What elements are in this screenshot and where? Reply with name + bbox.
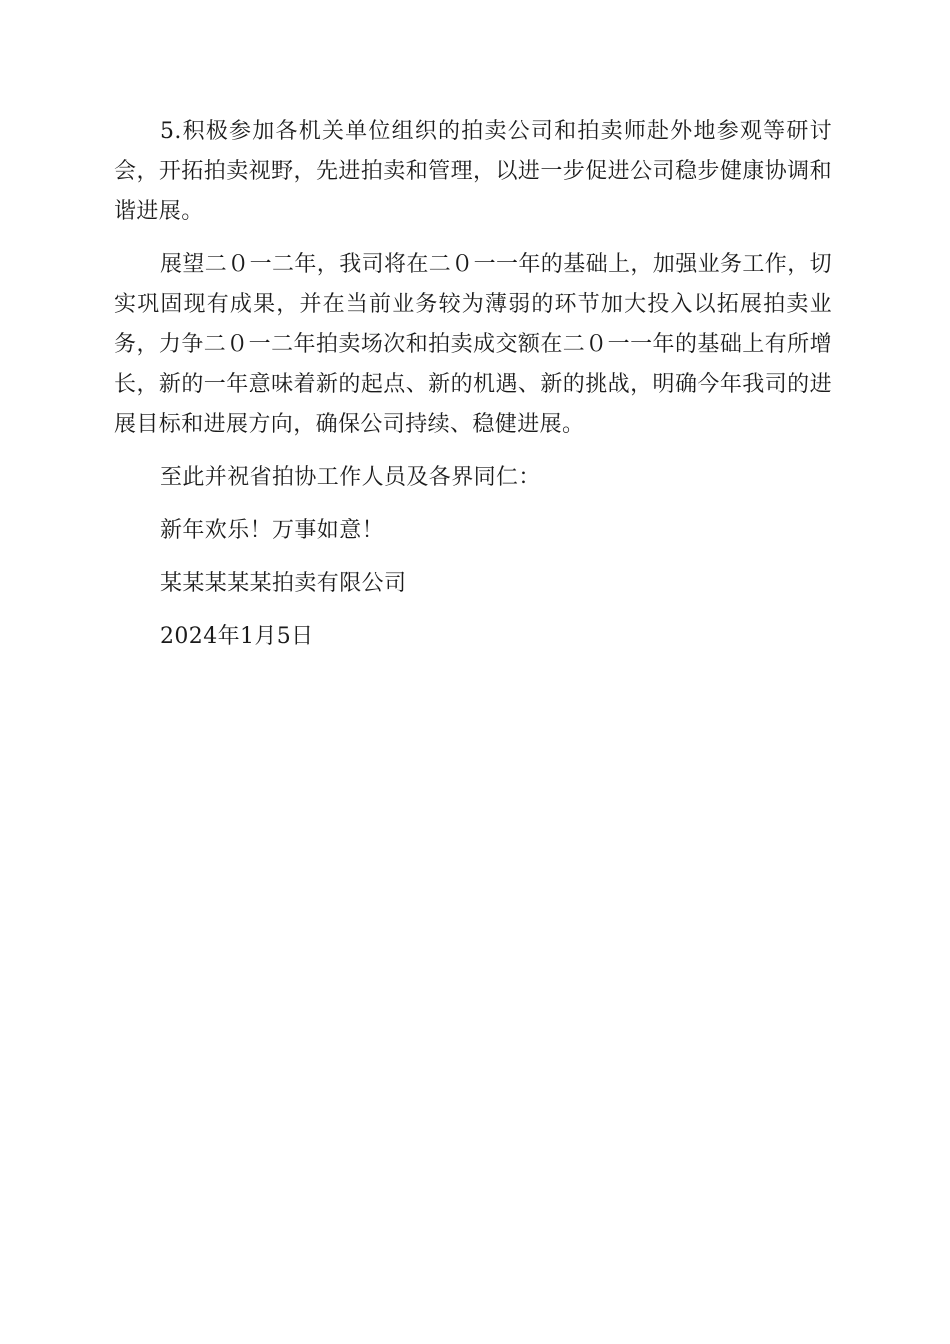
greeting-line: 至此并祝省拍协工作人员及各界同仁：: [160, 465, 541, 490]
new-year-wishes: 新年欢乐！万事如意！: [160, 518, 385, 543]
document-body: [114, 112, 832, 670]
paragraph-outlook-2012: 展望二０一二年，我司将在二０一一年的基础上，加强业务工作，切实巩固现有成果，并在当前业务较为薄弱的环节加大投入以拓展拍卖业务，力争二０一二年拍卖场次和拍卖成交额在二０一一年的基础上有所增长，新的一年意味着新的起点、新的机遇、新的挑战，明确今年我司的进展目标和进展方向，确保公司持续、稳健进展。: [114, 252, 833, 437]
paragraph-item-5: 5.积极参加各机关单位组织的拍卖公司和拍卖师赴外地参观等研讨会，开拓拍卖视野，先进拍卖和管理，以进一步促进公司稳步健康协调和谐进展。: [114, 119, 832, 224]
company-signature: 某某某某某拍卖有限公司: [160, 571, 407, 596]
document-date: 2024年1月5日: [160, 624, 314, 649]
